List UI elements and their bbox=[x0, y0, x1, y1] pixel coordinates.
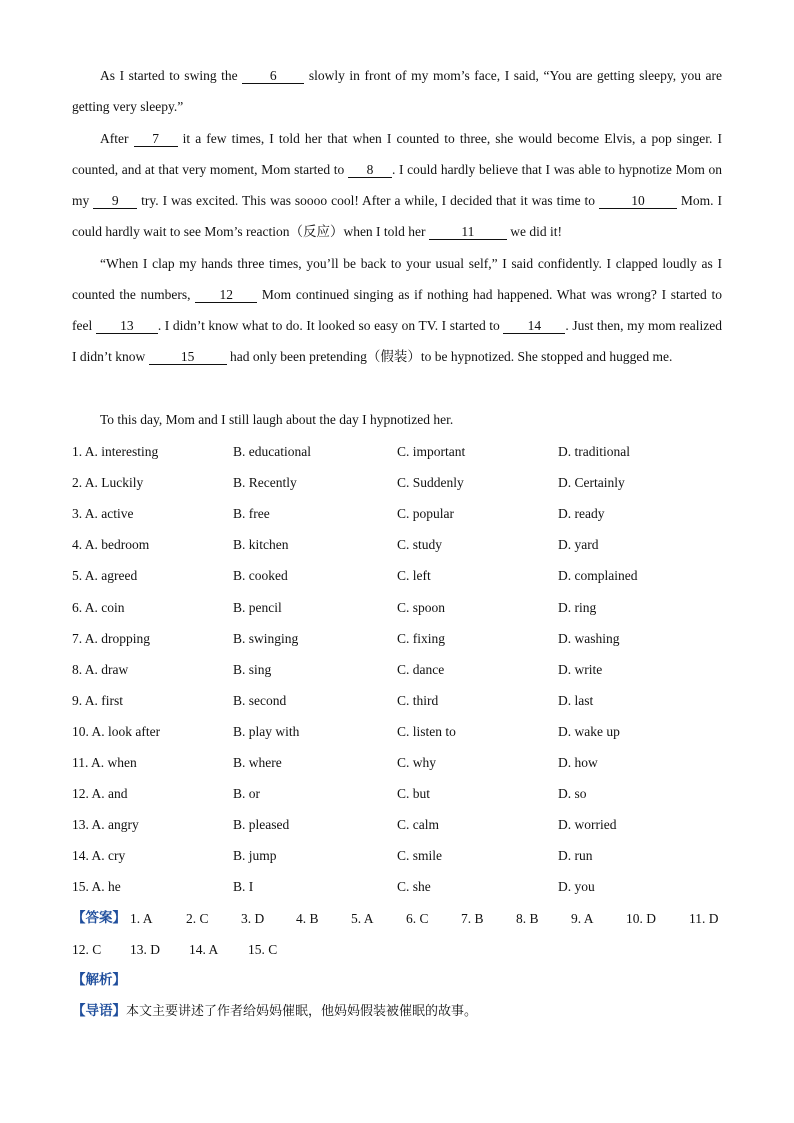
option-d: D. complained bbox=[558, 568, 638, 584]
option-d: D. you bbox=[558, 879, 595, 895]
answer-item: 6. C bbox=[406, 911, 429, 926]
option-d: D. traditional bbox=[558, 444, 630, 459]
option-b: B. kitchen bbox=[233, 537, 289, 553]
option-b: B. I bbox=[233, 879, 254, 895]
option-d: D. Certainly bbox=[558, 475, 625, 491]
option-a: 1. A. interesting bbox=[72, 444, 159, 459]
option-a: 14. A. cry bbox=[72, 848, 126, 864]
text: we did it! bbox=[506, 224, 563, 239]
option-d: D. ring bbox=[558, 599, 597, 615]
text: it a few times, I told her that when I counted to three, she would become Elvis, a pop singer. I counted, and at that very moment, Mom started to bbox=[72, 131, 722, 177]
option-b: B. play with bbox=[233, 723, 300, 739]
option-d: D. run bbox=[558, 848, 593, 864]
option-b: B. cooked bbox=[233, 568, 288, 584]
question-row bbox=[72, 467, 732, 498]
answer-item: 11. D bbox=[689, 911, 719, 926]
option-c: C. dance bbox=[397, 661, 445, 677]
question-row bbox=[72, 840, 732, 871]
blank-10: 10 bbox=[599, 193, 677, 209]
passage-paragraph-3 bbox=[72, 248, 722, 372]
question-row bbox=[72, 809, 732, 840]
text: After bbox=[100, 131, 134, 146]
blank-9: 9 bbox=[93, 193, 137, 209]
option-b: B. sing bbox=[233, 661, 272, 677]
option-d: D. worried bbox=[558, 817, 617, 833]
answer-item: 1. A bbox=[130, 911, 153, 926]
text: To this day, Mom and I still laugh about the day I hypnotized her. bbox=[100, 412, 454, 427]
guide-row bbox=[72, 996, 732, 1027]
question-row bbox=[72, 778, 732, 809]
option-a: 9. A. first bbox=[72, 692, 124, 708]
analysis-heading bbox=[72, 965, 732, 996]
option-d: D. how bbox=[558, 755, 598, 770]
option-b: B. swinging bbox=[233, 630, 299, 646]
answer-item: 12. C bbox=[72, 942, 102, 957]
blank-14: 14 bbox=[503, 318, 565, 334]
option-d: D. so bbox=[558, 786, 587, 802]
option-c: C. she bbox=[397, 879, 431, 895]
option-b: B. where bbox=[233, 755, 282, 770]
answer-item: 9. A bbox=[571, 911, 594, 926]
option-a: 7. A. dropping bbox=[72, 630, 151, 646]
blank-11: 11 bbox=[429, 224, 507, 240]
option-c: C. popular bbox=[397, 506, 454, 522]
passage-paragraph-1 bbox=[72, 60, 722, 122]
option-c: C. spoon bbox=[397, 599, 446, 615]
text: had only been pretending（假装）to be hypnotized. She stopped and hugged me. bbox=[226, 349, 673, 364]
option-b: B. jump bbox=[233, 848, 277, 864]
answer-row-2 bbox=[72, 934, 732, 965]
answer-label: 【答案】 bbox=[72, 910, 126, 926]
option-a: 12. A. and bbox=[72, 786, 128, 802]
text: slowly in front of my mom’s face, I said, “You are getting sleepy, you are getting very sleepy.” bbox=[72, 68, 723, 114]
option-a: 15. A. he bbox=[72, 879, 121, 895]
option-d: D. ready bbox=[558, 506, 605, 522]
option-c: C. study bbox=[397, 537, 443, 553]
option-a: 10. A. look after bbox=[72, 723, 161, 739]
text: . I could hardly believe that I was able to hypnotize Mom on my bbox=[72, 162, 722, 208]
answer-item: 8. B bbox=[516, 911, 539, 926]
option-a: 4. A. bedroom bbox=[72, 537, 150, 553]
option-b: B. educational bbox=[233, 444, 311, 459]
blank-12: 12 bbox=[195, 287, 257, 303]
blank-15: 15 bbox=[149, 349, 227, 365]
question-row bbox=[72, 529, 732, 560]
text: As I started to swing the bbox=[100, 68, 243, 83]
option-a: 6. A. coin bbox=[72, 599, 125, 615]
answer-item: 10. D bbox=[626, 911, 656, 926]
option-c: C. but bbox=[397, 786, 431, 802]
option-b: B. Recently bbox=[233, 475, 297, 491]
option-d: D. write bbox=[558, 661, 603, 677]
option-c: C. left bbox=[397, 568, 431, 584]
passage-paragraph-2 bbox=[72, 123, 722, 247]
analysis-label: 【解析】 bbox=[72, 972, 126, 988]
question-row bbox=[72, 560, 732, 591]
question-row bbox=[72, 436, 732, 467]
text: Mom continued singing as if nothing had happened. What was wrong? I started to feel bbox=[72, 287, 722, 333]
guide-label: 【导语】 bbox=[72, 1003, 126, 1019]
text: “When I clap my hands three times, you’ll be back to your usual self,” I said confidently. I clapped loudly as I counted the numbers, bbox=[72, 256, 722, 302]
option-b: B. free bbox=[233, 506, 270, 522]
option-a: 3. A. active bbox=[72, 506, 134, 522]
answer-item: 2. C bbox=[186, 911, 209, 926]
passage-paragraph-4 bbox=[72, 404, 722, 435]
option-d: D. yard bbox=[558, 537, 599, 553]
question-row bbox=[72, 747, 732, 778]
answer-row-1 bbox=[72, 903, 732, 934]
blank-6: 6 bbox=[242, 68, 304, 84]
option-b: B. or bbox=[233, 786, 260, 802]
answer-item: 14. A bbox=[189, 942, 219, 957]
option-a: 8. A. draw bbox=[72, 661, 129, 677]
option-c: C. calm bbox=[397, 817, 439, 833]
blank-7: 7 bbox=[134, 131, 178, 147]
blank-8: 8 bbox=[348, 162, 392, 178]
question-row bbox=[72, 592, 732, 623]
option-c: C. important bbox=[397, 444, 466, 459]
answer-item: 7. B bbox=[461, 911, 484, 926]
option-b: B. pleased bbox=[233, 817, 290, 833]
option-c: C. Suddenly bbox=[397, 475, 464, 491]
option-c: C. listen to bbox=[397, 723, 456, 739]
question-row bbox=[72, 654, 732, 685]
option-c: C. fixing bbox=[397, 630, 446, 646]
answer-item: 13. D bbox=[130, 942, 160, 957]
text: . Just then, my mom realized I didn’t know bbox=[72, 318, 722, 364]
question-row bbox=[72, 685, 732, 716]
option-b: B. pencil bbox=[233, 599, 282, 615]
option-d: D. washing bbox=[558, 630, 620, 646]
option-c: C. smile bbox=[397, 848, 443, 864]
option-a: 5. A. agreed bbox=[72, 568, 138, 584]
option-a: 2. A. Luckily bbox=[72, 475, 144, 491]
text: Mom. I could hardly wait to see Mom’s reaction（反应）when I told her bbox=[72, 193, 722, 239]
text: . I didn’t know what to do. It looked so easy on TV. I started to bbox=[157, 318, 504, 333]
question-row bbox=[72, 498, 732, 529]
option-c: C. third bbox=[397, 692, 439, 708]
option-a: 13. A. angry bbox=[72, 817, 139, 833]
question-row bbox=[72, 623, 732, 654]
question-row bbox=[72, 716, 732, 747]
answer-item: 15. C bbox=[248, 942, 278, 957]
answer-item: 4. B bbox=[296, 911, 319, 926]
question-row bbox=[72, 871, 732, 902]
text: try. I was excited. This was soooo cool! After a while, I decided that it was time to bbox=[137, 193, 599, 208]
option-c: C. why bbox=[397, 755, 437, 770]
answer-item: 3. D bbox=[241, 911, 265, 926]
option-d: D. wake up bbox=[558, 723, 620, 739]
option-a: 11. A. when bbox=[72, 755, 137, 770]
option-b: B. second bbox=[233, 692, 287, 708]
blank-13: 13 bbox=[96, 318, 158, 334]
guide-text: 本文主要讲述了作者给妈妈催眠，他妈妈假装被催眠的故事。 bbox=[126, 1004, 478, 1019]
option-d: D. last bbox=[558, 692, 594, 708]
answer-item: 5. A bbox=[351, 911, 374, 926]
